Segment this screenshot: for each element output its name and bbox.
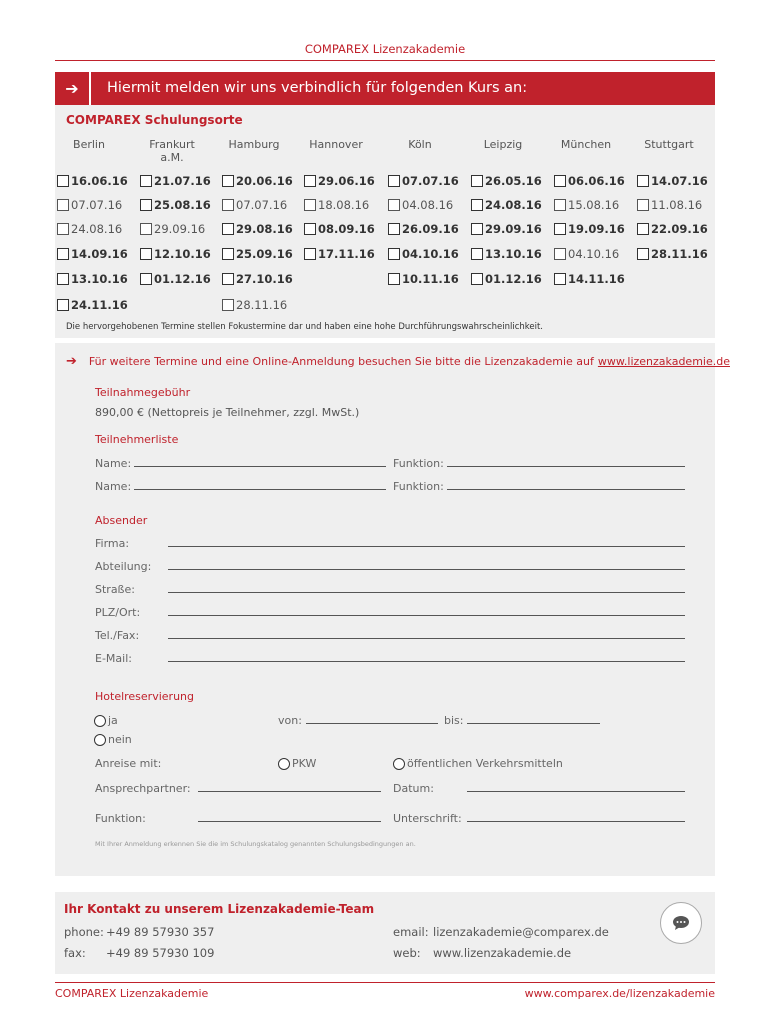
function-field[interactable] xyxy=(198,821,381,822)
page-header-title: COMPAREX Lizenzakademie xyxy=(304,42,466,56)
date-option[interactable] xyxy=(554,198,619,212)
date-checkbox[interactable] xyxy=(304,248,316,260)
date-label: 15.08.16 xyxy=(568,198,620,212)
date-label: 07.07.16 xyxy=(402,174,459,188)
date-checkbox[interactable] xyxy=(554,273,566,285)
date-checkbox[interactable] xyxy=(471,248,483,260)
date-option[interactable] xyxy=(222,247,293,261)
date-label: 27.10.16 xyxy=(236,272,293,286)
date-label: 11.08.16 xyxy=(651,198,703,212)
date-checkbox[interactable] xyxy=(140,273,152,285)
header-divider xyxy=(55,60,715,61)
date-option[interactable] xyxy=(140,272,211,286)
participant-1-function-field[interactable] xyxy=(447,466,685,467)
travel-car-radio[interactable] xyxy=(278,758,290,770)
date-label: 14.09.16 xyxy=(71,247,128,261)
date-checkbox[interactable] xyxy=(57,199,69,211)
date-checkbox[interactable] xyxy=(57,299,69,311)
date-option[interactable] xyxy=(57,222,122,236)
contact-title: Ihr Kontakt zu unserem Lizenzakademie-Team xyxy=(64,902,375,916)
date-label: 22.09.16 xyxy=(651,222,708,236)
hotel-yes-radio[interactable] xyxy=(94,715,106,727)
fee-text: 890,00 € (Nettopreis je Teilnehmer, zzgl. MwSt.) xyxy=(95,406,360,419)
online-registration-text: Für weitere Termine und eine Online-Anmeldung besuchen Sie bitte die Lizenzakademie auf xyxy=(88,355,594,368)
travel-public-label: öffentlichen Verkehrsmitteln xyxy=(407,757,563,770)
date-checkbox[interactable] xyxy=(222,175,234,187)
date-option[interactable] xyxy=(222,298,287,312)
date-option[interactable] xyxy=(222,198,287,212)
date-label: 13.10.16 xyxy=(485,247,542,261)
date-checkbox[interactable] xyxy=(222,299,234,311)
city-header: Berlin xyxy=(73,138,105,151)
date-option[interactable] xyxy=(471,272,542,286)
terms-note: Mit Ihrer Anmeldung erkennen Sie die im Schulungskatalog genannten Schulungsbedingungen an. xyxy=(95,840,416,848)
date-checkbox[interactable] xyxy=(304,199,316,211)
date-option[interactable] xyxy=(222,174,293,188)
fee-title: Teilnahmegebühr xyxy=(95,386,191,399)
registration-banner xyxy=(55,72,715,105)
date-label: 25.08.16 xyxy=(154,198,211,212)
date-label: 04.08.16 xyxy=(402,198,454,212)
date-checkbox[interactable] xyxy=(388,273,400,285)
date-checkbox[interactable] xyxy=(57,223,69,235)
web-label: web: xyxy=(393,946,421,960)
travel-label: Anreise mit: xyxy=(95,757,162,770)
date-checkbox[interactable] xyxy=(637,248,649,260)
date-label: 13.10.16 xyxy=(71,272,128,286)
participant-2-name-field[interactable] xyxy=(134,489,386,490)
sender-field-input[interactable] xyxy=(168,615,685,616)
participant-1-function-label: Funktion: xyxy=(393,457,444,470)
contact-person-field[interactable] xyxy=(198,791,381,792)
date-option[interactable] xyxy=(222,222,293,236)
date-checkbox[interactable] xyxy=(554,199,566,211)
arrow-right-icon: ➔ xyxy=(55,72,91,105)
form-panel xyxy=(55,343,715,876)
hotel-yes-label: ja xyxy=(108,714,118,727)
date-checkbox[interactable] xyxy=(554,248,566,260)
arrow-right-icon: ➔ xyxy=(66,354,77,369)
date-option[interactable] xyxy=(304,247,375,261)
date-label: 19.09.16 xyxy=(568,222,625,236)
participant-1-name-field[interactable] xyxy=(134,466,386,467)
date-label: Datum: xyxy=(393,782,434,795)
date-checkbox[interactable] xyxy=(554,223,566,235)
date-checkbox[interactable] xyxy=(471,223,483,235)
locations-title: COMPAREX Schulungsorte xyxy=(66,113,243,127)
chat-bubble-icon xyxy=(672,915,690,931)
footer-divider xyxy=(55,982,715,983)
date-checkbox[interactable] xyxy=(471,199,483,211)
date-label: 21.07.16 xyxy=(154,174,211,188)
date-label: 01.12.16 xyxy=(154,272,211,286)
date-option[interactable] xyxy=(554,222,625,236)
date-checkbox[interactable] xyxy=(222,223,234,235)
date-checkbox[interactable] xyxy=(304,175,316,187)
date-label: 08.09.16 xyxy=(318,222,375,236)
travel-car-label: PKW xyxy=(292,757,317,770)
date-option[interactable] xyxy=(388,272,459,286)
registration-heading: Hiermit melden wir uns verbindlich für folgenden Kurs an: xyxy=(107,80,528,96)
city-header: Leipzig xyxy=(483,138,523,151)
date-label: 20.06.16 xyxy=(236,174,293,188)
city-header: München xyxy=(560,138,612,151)
date-checkbox[interactable] xyxy=(57,175,69,187)
date-option[interactable] xyxy=(471,222,542,236)
date-label: 16.06.16 xyxy=(71,174,128,188)
date-option[interactable] xyxy=(388,222,459,236)
city-header: Hamburg xyxy=(228,138,280,151)
date-option[interactable] xyxy=(57,272,128,286)
travel-public-radio[interactable] xyxy=(393,758,405,770)
date-label: 24.08.16 xyxy=(485,198,542,212)
date-checkbox[interactable] xyxy=(222,199,234,211)
hotel-title: Hotelreservierung xyxy=(95,690,194,703)
date-checkbox[interactable] xyxy=(637,199,649,211)
date-label: 18.08.16 xyxy=(318,198,370,212)
date-label: 17.11.16 xyxy=(318,247,375,261)
focus-dates-note: Die hervorgehobenen Termine stellen Fokustermine dar und haben eine hohe Durchführungswahrscheinlichkeit. xyxy=(66,322,544,332)
hotel-from-label: von: xyxy=(278,714,302,727)
participant-2-name-label: Name: xyxy=(95,480,132,493)
date-option[interactable] xyxy=(637,222,708,236)
web-link[interactable]: www.lizenzakademie.de xyxy=(433,946,572,960)
city-header: Köln xyxy=(408,138,432,151)
footer-brand: COMPAREX Lizenzakademie xyxy=(55,987,209,1000)
phone-label: phone: xyxy=(64,925,104,939)
date-label: 24.08.16 xyxy=(71,222,123,236)
city-header: Stuttgart xyxy=(644,138,694,151)
date-label: 29.09.16 xyxy=(154,222,206,236)
date-option[interactable] xyxy=(304,222,375,236)
sender-field-label: Tel./Fax: xyxy=(95,629,140,642)
function-label: Funktion: xyxy=(95,812,146,825)
date-checkbox[interactable] xyxy=(388,199,400,211)
date-label: 04.10.16 xyxy=(402,247,459,261)
date-option[interactable] xyxy=(388,174,459,188)
date-label: 14.11.16 xyxy=(568,272,625,286)
date-label: 07.07.16 xyxy=(71,198,123,212)
date-option[interactable] xyxy=(471,247,542,261)
date-label: 26.09.16 xyxy=(402,222,459,236)
date-option[interactable] xyxy=(554,272,625,286)
date-label: 24.11.16 xyxy=(71,298,128,312)
date-label: 29.08.16 xyxy=(236,222,293,236)
date-option[interactable] xyxy=(637,174,708,188)
date-checkbox[interactable] xyxy=(140,175,152,187)
contact-person-label: Ansprechpartner: xyxy=(95,782,191,795)
date-option[interactable] xyxy=(471,174,542,188)
participant-2-function-field[interactable] xyxy=(447,489,685,490)
sender-field-input[interactable] xyxy=(168,638,685,639)
date-option[interactable] xyxy=(57,198,122,212)
date-label: 12.10.16 xyxy=(154,247,211,261)
date-option[interactable] xyxy=(140,222,205,236)
hotel-from-field[interactable] xyxy=(306,723,438,724)
date-option[interactable] xyxy=(637,247,708,261)
date-option[interactable] xyxy=(388,198,453,212)
sender-field-label: Abteilung: xyxy=(95,560,152,573)
date-checkbox[interactable] xyxy=(554,175,566,187)
date-checkbox[interactable] xyxy=(304,223,316,235)
date-label: 28.11.16 xyxy=(236,298,288,312)
sender-field-input[interactable] xyxy=(168,592,685,593)
hotel-no-radio[interactable] xyxy=(94,734,106,746)
sender-field-label: Straße: xyxy=(95,583,135,596)
hotel-no-label: nein xyxy=(108,733,132,746)
phone-number: +49 89 57930 357 xyxy=(106,925,215,939)
signature-label: Unterschrift: xyxy=(393,812,462,825)
date-option[interactable] xyxy=(471,198,542,212)
sender-field-input[interactable] xyxy=(168,546,685,547)
participants-title: Teilnehmerliste xyxy=(95,433,179,446)
date-label: 29.09.16 xyxy=(485,222,542,236)
email-link[interactable]: lizenzakademie@comparex.de xyxy=(433,925,609,939)
signature-field[interactable] xyxy=(467,821,685,822)
date-option[interactable] xyxy=(388,247,459,261)
online-registration-line xyxy=(66,354,730,369)
sender-field-input[interactable] xyxy=(168,661,685,662)
sender-title: Absender xyxy=(95,514,148,527)
date-checkbox[interactable] xyxy=(140,199,152,211)
date-checkbox[interactable] xyxy=(471,273,483,285)
email-label: email: xyxy=(393,925,429,939)
date-option[interactable] xyxy=(304,174,375,188)
date-option[interactable] xyxy=(140,247,211,261)
date-checkbox[interactable] xyxy=(222,273,234,285)
sender-field-label: PLZ/Ort: xyxy=(95,606,141,619)
city-header: Frankurt a.M. xyxy=(149,138,195,164)
date-checkbox[interactable] xyxy=(388,175,400,187)
sender-field-input[interactable] xyxy=(168,569,685,570)
date-option[interactable] xyxy=(222,272,293,286)
fax-number: +49 89 57930 109 xyxy=(106,946,215,960)
city-header: Hannover xyxy=(309,138,363,151)
fax-label: fax: xyxy=(64,946,86,960)
date-checkbox[interactable] xyxy=(57,273,69,285)
date-label: 10.11.16 xyxy=(402,272,459,286)
chat-button[interactable] xyxy=(660,902,702,944)
date-checkbox[interactable] xyxy=(57,248,69,260)
date-label: 26.05.16 xyxy=(485,174,542,188)
date-label: 25.09.16 xyxy=(236,247,293,261)
date-checkbox[interactable] xyxy=(222,248,234,260)
date-checkbox[interactable] xyxy=(388,223,400,235)
participant-1-name-label: Name: xyxy=(95,457,132,470)
hotel-to-label: bis: xyxy=(444,714,464,727)
date-field[interactable] xyxy=(467,791,685,792)
lizenzakademie-link[interactable]: www.lizenzakademie.de xyxy=(597,355,730,368)
date-option[interactable] xyxy=(554,174,625,188)
date-label: 04.10.16 xyxy=(568,247,620,261)
date-label: 28.11.16 xyxy=(651,247,708,261)
date-option[interactable] xyxy=(304,198,369,212)
date-option[interactable] xyxy=(140,174,211,188)
date-option[interactable] xyxy=(554,247,619,261)
date-label: 29.06.16 xyxy=(318,174,375,188)
date-option[interactable] xyxy=(57,174,128,188)
date-label: 07.07.16 xyxy=(236,198,288,212)
date-checkbox[interactable] xyxy=(637,223,649,235)
date-option[interactable] xyxy=(57,247,128,261)
date-checkbox[interactable] xyxy=(140,248,152,260)
date-checkbox[interactable] xyxy=(471,175,483,187)
date-checkbox[interactable] xyxy=(140,223,152,235)
sender-field-label: Firma: xyxy=(95,537,130,550)
date-option[interactable] xyxy=(57,298,128,312)
date-label: 06.06.16 xyxy=(568,174,625,188)
participant-2-function-label: Funktion: xyxy=(393,480,444,493)
date-label: 14.07.16 xyxy=(651,174,708,188)
sender-field-label: E-Mail: xyxy=(95,652,132,665)
date-checkbox[interactable] xyxy=(388,248,400,260)
date-option[interactable] xyxy=(140,198,211,212)
date-checkbox[interactable] xyxy=(637,175,649,187)
date-option[interactable] xyxy=(637,198,702,212)
footer-url[interactable]: www.comparex.de/lizenzakademie xyxy=(524,987,715,1000)
date-label: 01.12.16 xyxy=(485,272,542,286)
hotel-to-field[interactable] xyxy=(467,723,600,724)
